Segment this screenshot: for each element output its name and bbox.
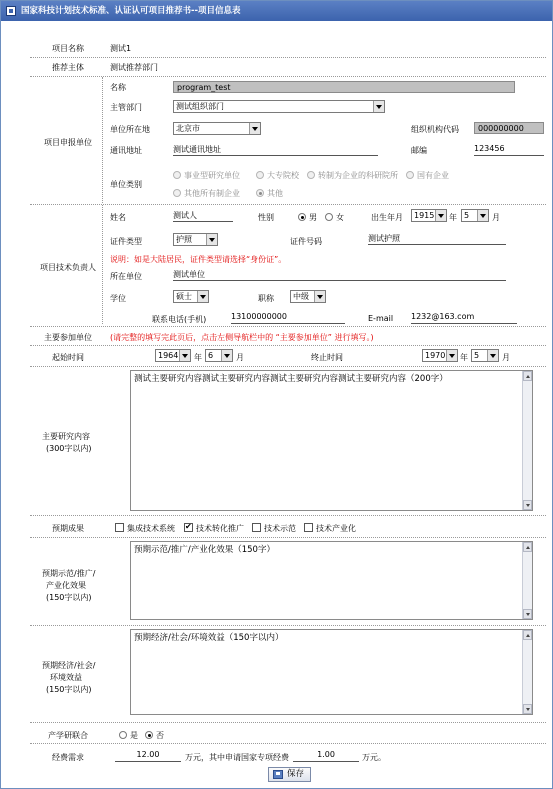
chevron-down-icon	[179, 350, 190, 361]
benefit-textarea[interactable]: 预期经济/社会/环境效益（150字以内）	[130, 629, 533, 715]
location-label: 单位所在地	[110, 125, 150, 134]
recommender-label: 推荐主体	[52, 63, 84, 72]
scroll-up-arrow-icon[interactable]	[523, 542, 532, 552]
unit-type-option: 其他所有制企业	[184, 189, 240, 198]
chevron-down-icon	[373, 101, 384, 112]
year-unit: 年	[449, 213, 457, 222]
unit-type-radio-selected[interactable]	[256, 189, 264, 197]
divider	[30, 366, 546, 367]
funding-unit: 万元。	[362, 753, 386, 762]
window-title: 国家科技计划技术标准、认证认可项目推荐书--项目信息表	[21, 6, 241, 16]
id-type-note: 说明：如是大陆居民，证件类型请选择“身份证”。	[110, 255, 287, 264]
unit-type-radio[interactable]	[173, 189, 181, 197]
birth-label: 出生年月	[371, 213, 403, 222]
scroll-down-arrow-icon[interactable]	[523, 500, 532, 510]
id-no-label: 证件号码	[290, 237, 322, 246]
scroll-up-arrow-icon[interactable]	[523, 371, 532, 381]
gender-female-label: 女	[336, 213, 344, 222]
start-month-select[interactable]: 6	[205, 349, 233, 362]
funding-mid-text: 万元，其中申请国家专项经费	[185, 753, 289, 762]
benefit-label: 预期经济/社会/	[42, 661, 96, 670]
end-month-select[interactable]: 5	[471, 349, 499, 362]
end-year-select[interactable]: 1970	[422, 349, 458, 362]
outcome-option: 集成技术系统	[127, 524, 175, 533]
email-input[interactable]: 1232@163.com	[411, 312, 517, 324]
chevron-down-icon	[197, 291, 208, 302]
participants-label: 主要参加单位	[44, 333, 92, 342]
scrollbar[interactable]	[522, 542, 532, 619]
year-unit: 年	[194, 353, 202, 362]
chevron-down-icon	[249, 123, 260, 134]
outcome-checkbox[interactable]	[304, 523, 313, 532]
scroll-down-arrow-icon[interactable]	[523, 704, 532, 714]
outcome-option: 技术转化推广	[196, 524, 244, 533]
unit-type-option: 转制为企业的科研院所	[318, 171, 398, 180]
leader-name-label: 姓名	[110, 213, 126, 222]
divider	[30, 326, 546, 327]
divider	[30, 537, 546, 538]
unit-type-radio[interactable]	[406, 171, 414, 179]
divider	[30, 204, 546, 205]
divider	[30, 515, 546, 516]
zip-input[interactable]: 123456	[474, 144, 544, 156]
project-name-label: 项目名称	[52, 44, 84, 53]
leader-unit-label: 所在单位	[110, 272, 142, 281]
window-titlebar	[1, 1, 552, 21]
save-icon	[273, 770, 283, 779]
outcome-option: 技术示范	[264, 524, 296, 533]
degree-label: 学位	[110, 294, 126, 303]
unit-type-option: 大专院校	[267, 171, 299, 180]
unit-type-radio[interactable]	[173, 171, 181, 179]
funding-label: 经费需求	[52, 753, 84, 762]
month-unit: 月	[502, 353, 510, 362]
unit-type-option: 事业型研究单位	[184, 171, 240, 180]
address-label: 通讯地址	[110, 146, 142, 155]
org-code-label: 组织机构代码	[411, 125, 459, 134]
outcome-option: 技术产业化	[316, 524, 356, 533]
applicant-section-label: 项目申报单位	[44, 138, 92, 147]
scrollbar[interactable]	[522, 371, 532, 510]
year-unit: 年	[460, 353, 468, 362]
month-unit: 月	[492, 213, 500, 222]
location-select[interactable]: 北京市	[173, 122, 261, 135]
research-textarea[interactable]: 测试主要研究内容测试主要研究内容测试主要研究内容测试主要研究内容（200字）	[130, 370, 533, 511]
start-year-select[interactable]: 1964	[155, 349, 191, 362]
gender-male-label: 男	[309, 213, 317, 222]
dept-select[interactable]: 测试组织部门	[173, 100, 385, 113]
benefit-sublabel: (150字以内)	[46, 685, 92, 694]
chevron-down-icon	[446, 350, 457, 361]
leader-name-input[interactable]: 测试人	[173, 210, 233, 222]
chevron-down-icon	[206, 234, 217, 245]
funding-total-input[interactable]: 12.00	[115, 750, 181, 762]
title-label: 职称	[258, 294, 274, 303]
applicant-name-label: 名称	[110, 83, 126, 92]
save-button[interactable]: 保存	[268, 767, 311, 782]
research-sublabel: (300字以内)	[46, 444, 92, 453]
degree-select[interactable]: 硕士	[173, 290, 209, 303]
address-input[interactable]: 测试通讯地址	[173, 144, 378, 156]
chevron-down-icon	[314, 291, 325, 302]
applicant-name-input[interactable]: program_test	[173, 81, 515, 93]
cooperation-no-radio[interactable]	[145, 731, 153, 739]
start-time-label: 起始时间	[52, 353, 84, 362]
zip-label: 邮编	[411, 146, 427, 155]
unit-type-option: 其他	[267, 189, 283, 198]
gender-label: 性别	[258, 213, 274, 222]
id-type-label: 证件类型	[110, 237, 142, 246]
chevron-down-icon	[487, 350, 498, 361]
phone-label: 联系电话(手机)	[152, 315, 207, 324]
recommender-value: 测试推荐部门	[110, 63, 158, 72]
divider	[30, 76, 546, 77]
demo-textarea[interactable]: 预期示范/推广/产业化效果（150字）	[130, 541, 533, 620]
cooperation-no-label: 否	[156, 731, 164, 740]
birth-year-select[interactable]: 1915	[411, 209, 447, 222]
dept-label: 主管部门	[110, 103, 142, 112]
outcomes-label: 预期成果	[52, 524, 84, 533]
email-label: E-mail	[368, 314, 394, 323]
chevron-down-icon	[477, 210, 488, 221]
scroll-down-arrow-icon[interactable]	[523, 609, 532, 619]
divider	[30, 345, 546, 346]
outcome-checkbox[interactable]	[115, 523, 124, 532]
outcome-checkbox[interactable]	[252, 523, 261, 532]
month-unit: 月	[236, 353, 244, 362]
cooperation-label: 产学研联合	[48, 731, 88, 740]
phone-input[interactable]: 13100000000	[231, 312, 345, 324]
org-code-input[interactable]: 000000000	[474, 122, 544, 134]
unit-type-radio[interactable]	[256, 171, 264, 179]
birth-month-select[interactable]: 5	[461, 209, 489, 222]
research-label: 主要研究内容	[42, 432, 90, 441]
gender-male-radio[interactable]	[298, 213, 306, 221]
form-icon	[6, 6, 16, 16]
scroll-up-arrow-icon[interactable]	[523, 630, 532, 640]
divider	[102, 77, 103, 203]
title-select[interactable]: 中级	[290, 290, 326, 303]
end-time-label: 终止时间	[311, 353, 343, 362]
scrollbar[interactable]	[522, 630, 532, 714]
cooperation-yes-label: 是	[130, 731, 138, 740]
participants-note: (请完整的填写完此页后，点击左侧导航栏中的 “主要参加单位” 进行填写。)	[110, 333, 374, 342]
divider	[30, 722, 546, 723]
leader-section-label: 项目技术负责人	[40, 263, 96, 272]
cooperation-yes-radio[interactable]	[119, 731, 127, 739]
chevron-down-icon	[435, 210, 446, 221]
divider	[30, 57, 546, 58]
demo-sublabel: (150字以内)	[46, 593, 92, 602]
unit-type-label: 单位类别	[110, 180, 142, 189]
project-name-value: 测试1	[110, 44, 132, 53]
divider	[30, 625, 546, 626]
demo-label: 产业化效果	[46, 581, 86, 590]
unit-type-radio[interactable]	[307, 171, 315, 179]
chevron-down-icon	[221, 350, 232, 361]
divider	[102, 205, 103, 324]
divider	[30, 743, 546, 744]
id-no-input[interactable]: 测试护照	[368, 233, 506, 245]
benefit-label: 环境效益	[50, 673, 82, 682]
outcome-checkbox-checked[interactable]	[184, 523, 193, 532]
demo-label: 预期示范/推广/	[42, 569, 96, 578]
gender-female-radio[interactable]	[325, 213, 333, 221]
funding-special-input[interactable]: 1.00	[293, 750, 359, 762]
unit-type-option: 国有企业	[417, 171, 449, 180]
leader-unit-input[interactable]: 测试单位	[173, 269, 506, 281]
id-type-select[interactable]: 护照	[173, 233, 218, 246]
